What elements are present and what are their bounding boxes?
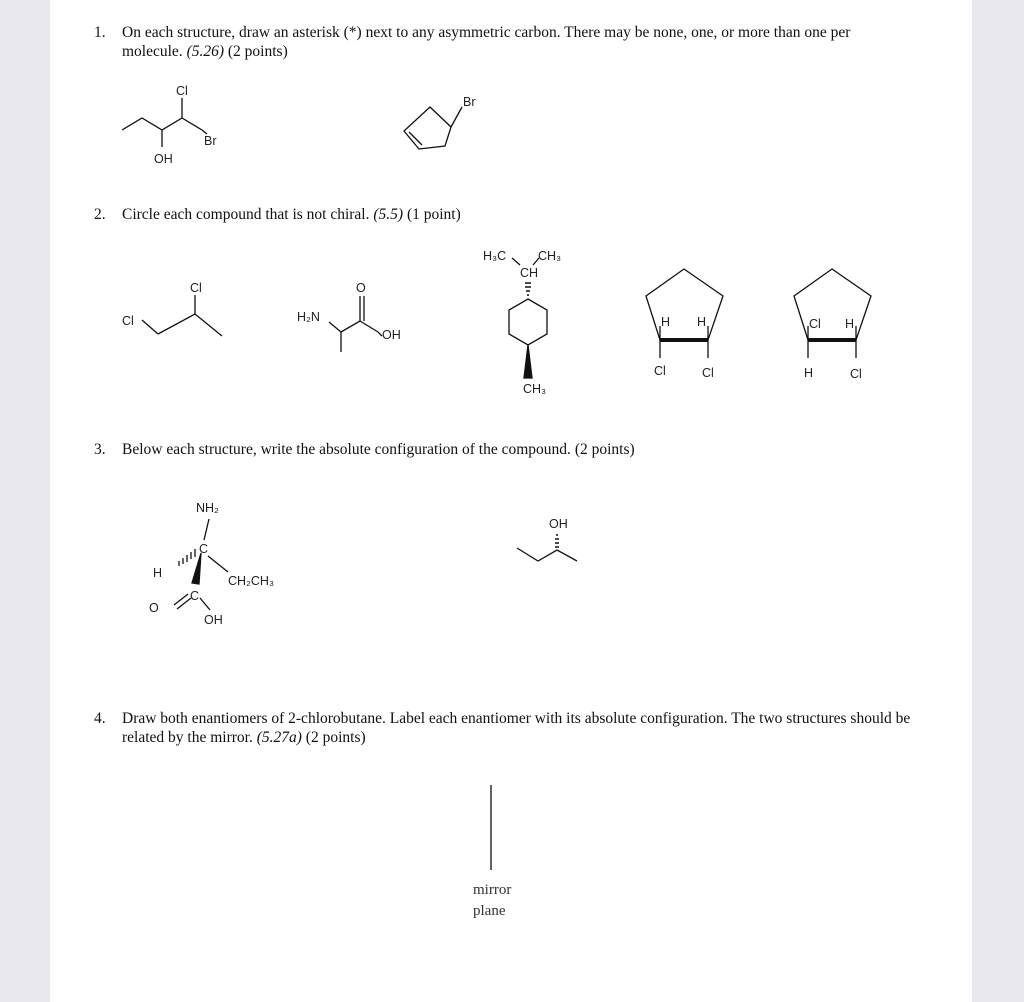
atom-label: CH — [520, 266, 539, 280]
atom-label: Cl — [190, 281, 202, 295]
q2-molecule-amino-acid — [297, 281, 401, 352]
question-text: Below each structure, write the absolute configuration of the compound. (2 points) — [122, 441, 635, 458]
molecule-drawings — [50, 0, 972, 1002]
atom-label: OH — [382, 328, 401, 342]
atom-label: H — [661, 315, 671, 329]
atom-label: OH — [204, 613, 223, 627]
atom-label: Cl — [654, 364, 666, 378]
atom-label: H₂N — [297, 310, 320, 324]
question-number: 3. — [94, 441, 106, 458]
q3-molecule-amino-acid-stereo — [149, 501, 274, 627]
atom-label: OH — [154, 152, 173, 166]
atom-label: Cl — [850, 367, 862, 381]
question-number: 1. — [94, 24, 106, 41]
atom-label: CH₃ — [523, 382, 547, 396]
atom-label: Cl — [702, 366, 714, 380]
atom-label: H — [697, 315, 707, 329]
atom-label: Br — [463, 95, 476, 109]
atom-label: C — [199, 542, 209, 556]
atom-label: Cl — [809, 317, 821, 331]
q3-molecule-butanol-stereo — [517, 517, 577, 561]
atom-label: H — [804, 366, 814, 380]
atom-label: CH₂CH₃ — [228, 574, 275, 588]
atom-label: O — [149, 601, 159, 615]
atom-label: OH — [549, 517, 568, 531]
atom-label: NH₂ — [196, 501, 219, 515]
atom-label: O — [356, 281, 366, 295]
q1-molecule-bromocyclopentene — [404, 95, 476, 149]
atom-label: H — [153, 566, 163, 580]
q2-molecule-substituted-cyclohexane — [483, 249, 561, 396]
q2-molecule-trans-dichlorocyclopentane — [794, 269, 871, 381]
question-text: On each structure, draw an asterisk (*) next to any asymmetric carbon. There may be none, one, or more than one per molecule. (5.26) (2 points) — [122, 24, 851, 60]
q2-molecule-cis-dichlorocyclopentane — [646, 269, 723, 380]
question-text: Draw both enantiomers of 2-chlorobutane. Label each enantiomer with its absolute configuration. The two structures should be related by the mirror. (5.27a) (2 points) — [122, 710, 911, 746]
worksheet-page — [50, 0, 972, 1002]
question-number: 2. — [94, 206, 106, 223]
q2-molecule-dichloro-chain — [122, 281, 222, 336]
question-number: 4. — [94, 710, 106, 727]
question-text: Circle each compound that is not chiral. (5.5) (1 point) — [122, 206, 461, 223]
atom-label: C — [190, 589, 200, 603]
atom-label: H₃C — [483, 249, 507, 263]
q1-molecule-bromochloro-alcohol — [122, 84, 217, 166]
atom-label: Cl — [176, 84, 188, 98]
atom-label: H — [845, 317, 855, 331]
mirror-plane-label: mirror plane — [473, 882, 512, 919]
atom-label: Cl — [122, 314, 134, 328]
atom-label: CH₃ — [538, 249, 562, 263]
atom-label: Br — [204, 134, 217, 148]
